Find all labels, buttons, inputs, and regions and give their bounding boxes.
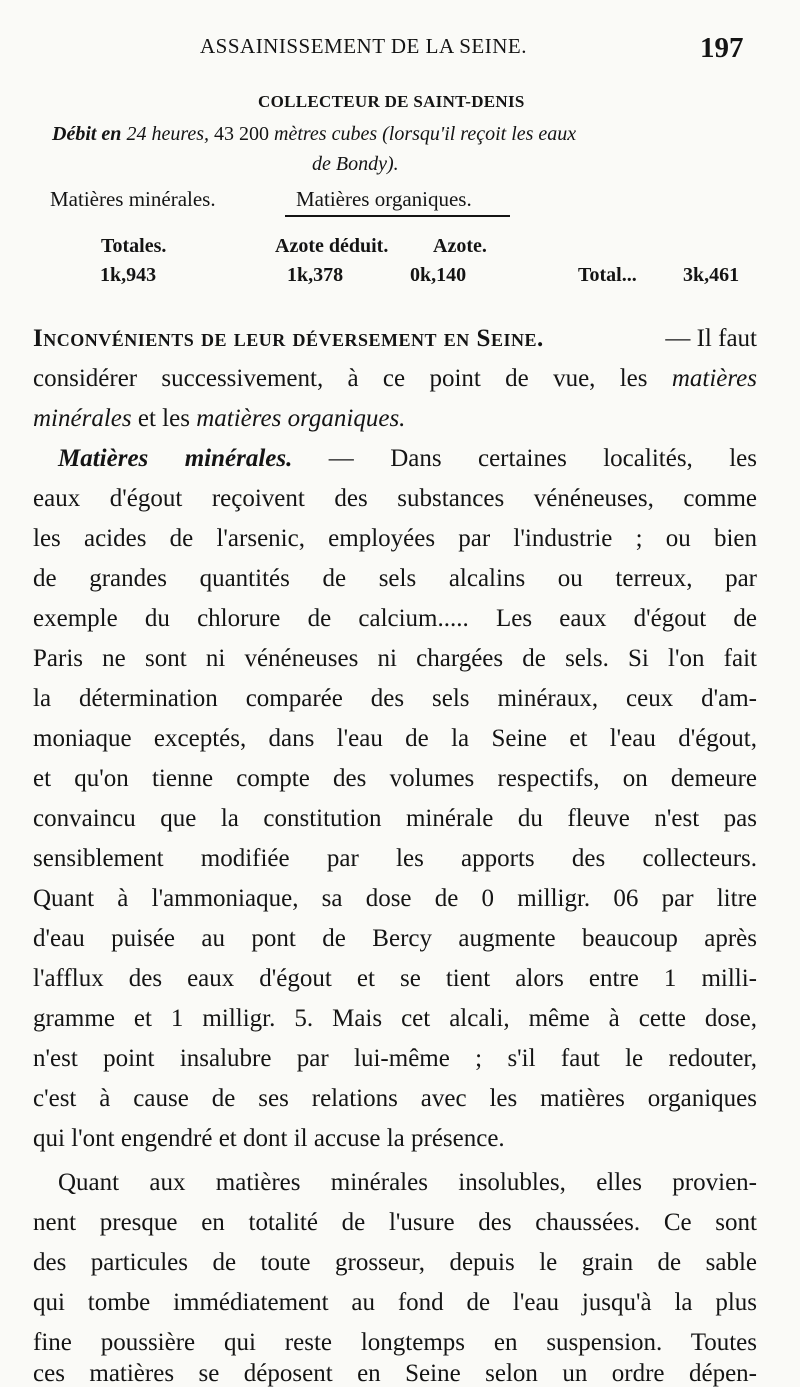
label-totales: Totales. — [101, 235, 167, 257]
debit-note: mètres cubes (lorsqu'il reçoit les eaux — [274, 123, 577, 145]
total-label: Total... — [578, 264, 637, 286]
section-heading-line — [33, 319, 757, 359]
text-line: convaincu que la constitution minérale du fleuve n'est pas — [33, 805, 757, 832]
text-line — [58, 439, 757, 479]
text-line: de grandes quantités de sels alcalins ou terreux, par — [33, 565, 757, 592]
text-line: qui l'ont engendré et dont il accuse la présence. — [33, 1125, 505, 1152]
text-line — [33, 399, 757, 439]
text-line: ces matières se déposent en Seine selon un ordre dépen- — [33, 1363, 757, 1387]
text-line — [33, 359, 757, 399]
text-line: sensiblement modifiée par les apports des collecteurs. — [33, 845, 757, 872]
text-span: considérer successivement, à ce point de vue, les — [33, 365, 648, 392]
text-span: et les — [137, 405, 190, 432]
page-number: 197 — [700, 32, 744, 64]
value-azote: 0k,140 — [410, 264, 467, 286]
label-azote: Azote. — [433, 235, 487, 257]
text-line: d'eau puisée au pont de Bercy augmente beaucoup après — [33, 925, 757, 952]
paragraph-lead: Matières minérales. — [58, 445, 293, 472]
text-line: eaux d'égout reçoivent des substances vénéneuses, comme — [33, 485, 757, 512]
text-line: des particules de toute grosseur, depuis le grain de sable — [33, 1249, 757, 1276]
debit-rest: heures, — [151, 123, 210, 145]
text-line: moniaque exceptés, dans l'eau de la Seine et l'eau d'égout, — [33, 725, 757, 752]
text-line: fine poussière qui reste longtemps en suspension. Toutes — [33, 1329, 757, 1356]
text-line: gramme et 1 milligr. 5. Mais cet alcali, même à cette dose, — [33, 1005, 757, 1032]
heading-organic: Matières organiques. — [296, 187, 472, 211]
text-line: nent presque en totalité de l'usure des chaussées. Ce sont — [33, 1209, 757, 1236]
text-line: exemple du chlorure de calcium..... Les eaux d'égout de — [33, 605, 757, 632]
debit-hours: 24 — [126, 123, 147, 145]
text-line: Quant à l'ammoniaque, sa dose de 0 milligr. 06 par litre — [33, 885, 757, 912]
heading-dash: — Il faut — [665, 325, 757, 352]
text-line: n'est point insalubre par lui-même ; s'il faut le redouter, — [33, 1045, 757, 1072]
value-totales: 1k,943 — [100, 264, 157, 286]
section-heading: Inconvénients de leur déversement en Seine. — [33, 325, 544, 352]
text-line: c'est à cause de ses relations avec les matières organiques — [33, 1085, 757, 1112]
label-azote-deduit: Azote déduit. — [275, 235, 389, 257]
debit-line — [52, 123, 576, 146]
text-span: — Dans certaines localités, les — [328, 445, 757, 472]
text-line: et qu'on tienne compte des volumes respectifs, on demeure — [33, 765, 757, 792]
text-line: Paris ne sont ni vénéneuses ni chargées de sels. Si l'on fait — [33, 645, 757, 672]
text-line: la détermination comparée des sels minéraux, ceux d'am- — [33, 685, 757, 712]
debit-label: Débit en — [52, 123, 122, 145]
text-line: les acides de l'arsenic, employées par l'industrie ; ou bien — [33, 525, 757, 552]
text-line: l'afflux des eaux d'égout et se tient alors entre 1 milli- — [33, 965, 757, 992]
organic-rule — [285, 215, 510, 217]
debit-volume: 43 200 — [214, 123, 270, 145]
text-span-italic: minérales — [33, 405, 132, 432]
text-span-italic: matières organiques. — [196, 405, 406, 432]
total-value: 3k,461 — [683, 264, 740, 286]
value-azote-deduit: 1k,378 — [287, 264, 344, 286]
text-line: Quant aux matières minérales insolubles, elles provien- — [58, 1169, 757, 1196]
section-subtitle: COLLECTEUR DE SAINT-DENIS — [258, 92, 525, 111]
heading-mineral: Matières minérales. — [50, 187, 216, 211]
running-head: ASSAINISSEMENT DE LA SEINE. — [200, 34, 527, 58]
text-line: qui tombe immédiatement au fond de l'eau jusqu'à la plus — [33, 1289, 757, 1316]
text-span-italic: matières — [671, 365, 758, 392]
debit-note-cont: de Bondy). — [312, 153, 399, 175]
